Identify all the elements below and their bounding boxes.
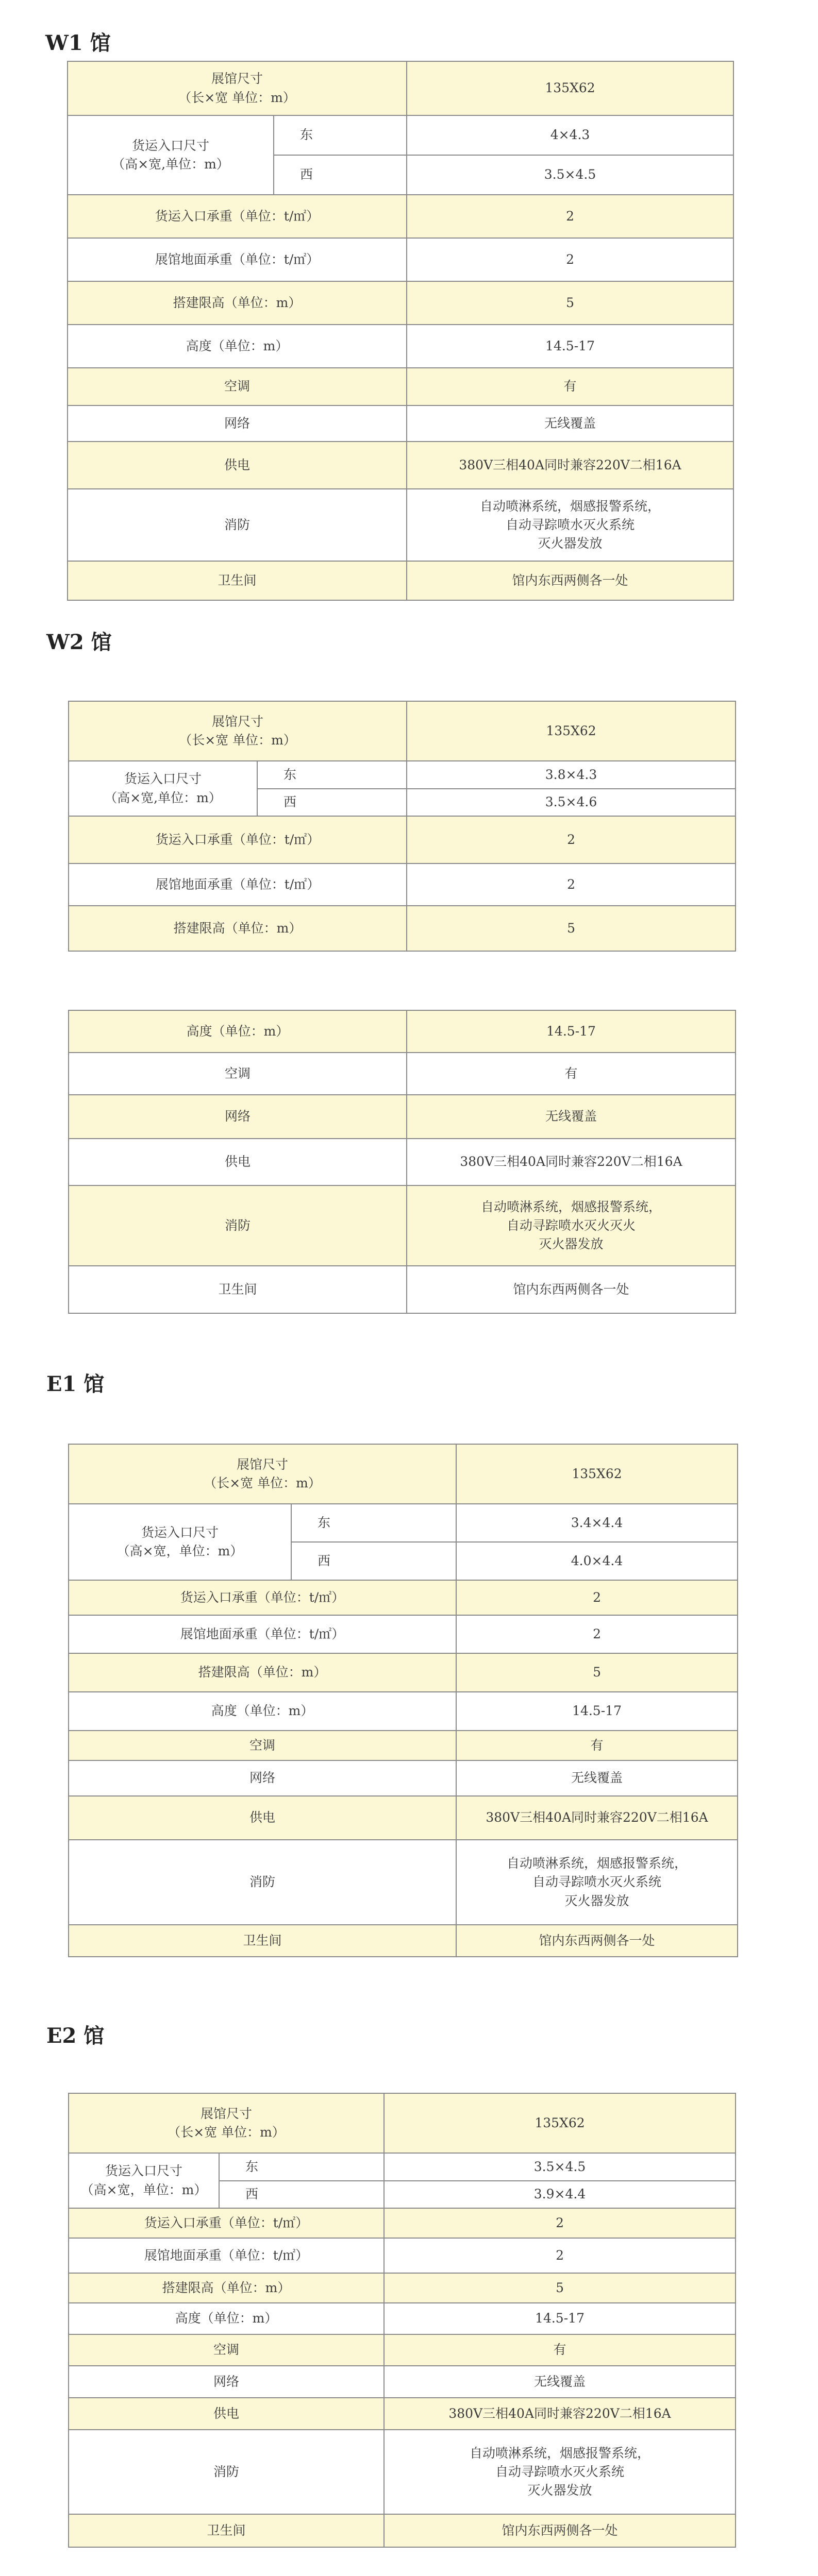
cell-line: 网络 [213, 2374, 240, 2389]
cell-line: 网络 [249, 1770, 276, 1786]
spec-label [69, 1580, 456, 1615]
table-row [68, 238, 733, 281]
cell-line: （高×宽，单位：m） [80, 2182, 207, 2197]
spec-label [69, 1095, 407, 1139]
spec-label [68, 442, 407, 489]
spec-value [456, 1653, 738, 1692]
cell-line: 有 [553, 2342, 566, 2358]
cell-line: 货运入口承重（单位：t/㎡） [180, 1589, 345, 1605]
cell-line: 自动喷淋系统，烟感报警系统， [480, 498, 661, 514]
cell-line: 展馆地面承重（单位：t/㎡） [155, 876, 320, 892]
table-row [69, 2153, 736, 2181]
spec-value [456, 1615, 738, 1653]
entrance-side: 东 [274, 115, 407, 155]
cell-line: 自动喷淋系统，烟感报警系统， [470, 2445, 650, 2461]
cell-line: 高度（单位：m） [186, 338, 289, 353]
table-row [69, 1266, 736, 1313]
table-row [68, 405, 733, 442]
table-row [69, 2273, 736, 2303]
spec-value [384, 2398, 736, 2430]
spec-label [68, 405, 407, 442]
cell-line: 135X62 [572, 1466, 622, 1481]
cell-line: 自动寻踪喷水灭火系统 [506, 517, 635, 532]
table-row [69, 1796, 738, 1840]
cell-line: 展馆尺寸 [201, 2106, 253, 2121]
spec-value [407, 1185, 736, 1266]
spec-label [68, 325, 407, 368]
cell-line: 货运入口承重（单位：t/㎡） [155, 208, 320, 224]
spec-label [69, 1760, 456, 1796]
hall-title: E2 馆 [46, 2024, 105, 2048]
cell-line: 有 [563, 379, 577, 394]
cell-line: 14.5-17 [572, 1703, 622, 1719]
table-row [69, 701, 736, 761]
spec-value [456, 1444, 738, 1504]
spec-value: 4×4.3 [407, 115, 733, 155]
cell-line: （长×宽 单位：m） [178, 90, 296, 105]
spec-value [407, 195, 733, 238]
spec-label [69, 2514, 384, 2547]
cell-line: 无线覆盖 [571, 1770, 623, 1786]
cell-line: 高度（单位：m） [211, 1703, 314, 1719]
cell-line: 搭建限高（单位：m） [198, 1665, 327, 1680]
entrance-side: 西 [257, 789, 407, 817]
cell-line: 自动喷淋系统，烟感报警系统， [507, 1856, 688, 1871]
table-row [69, 863, 736, 906]
cell-line: （高×宽,单位：m） [104, 790, 222, 805]
table-row [68, 561, 733, 600]
spec-label [69, 2208, 384, 2238]
table-row [68, 115, 733, 155]
cell-line: 空调 [249, 1737, 276, 1753]
spec-label [69, 2430, 384, 2514]
cell-line: 135X62 [535, 2115, 585, 2130]
cell-line: （长×宽 单位：m） [168, 2125, 285, 2140]
spec-value: 3.5×4.5 [384, 2153, 736, 2181]
spec-label [69, 1444, 456, 1504]
entrance-side: 西 [274, 155, 407, 195]
cell-line: 空调 [213, 2342, 240, 2358]
entrance-side: 西 [291, 1542, 456, 1580]
cell-line: 供电 [213, 2405, 240, 2421]
spec-value [407, 863, 736, 906]
spec-label [69, 816, 407, 863]
spec-value [407, 405, 733, 442]
cell-line: 供电 [224, 457, 251, 472]
cell-line: 供电 [249, 1810, 276, 1825]
cell-line: 展馆地面承重（单位：t/㎡） [144, 2247, 309, 2263]
table-row [69, 2208, 736, 2238]
table-row [69, 1615, 738, 1653]
cell-line: 高度（单位：m） [186, 1023, 289, 1039]
cell-line: 展馆尺寸 [212, 714, 264, 729]
cell-line: 搭建限高（单位：m） [162, 2280, 291, 2295]
spec-value: 3.9×4.4 [384, 2181, 736, 2209]
spec-value [407, 61, 733, 115]
table-row [69, 2398, 736, 2430]
table-row [68, 368, 733, 405]
cell-line: （长×宽 单位：m） [204, 1476, 321, 1490]
cell-line: 供电 [224, 1154, 251, 1170]
spec-label [69, 2153, 219, 2208]
cell-line: 展馆地面承重（单位：t/㎡） [155, 251, 320, 267]
cell-line: 货运入口尺寸 [141, 1524, 219, 1540]
spec-label [69, 1731, 456, 1760]
spec-label [69, 2366, 384, 2398]
cell-line: 有 [590, 1737, 604, 1753]
spec-label [69, 1925, 456, 1957]
cell-line: 馆内东西两侧各一处 [502, 2522, 618, 2538]
spec-label [69, 1796, 456, 1840]
cell-line: 380V三相40A同时兼容220V二相16A [486, 1810, 708, 1825]
table-row [69, 1444, 738, 1504]
spec-label [69, 2303, 384, 2334]
cell-line: 货运入口承重（单位：t/㎡） [144, 2215, 309, 2230]
cell-line: 380V三相40A同时兼容220V二相16A [448, 2405, 671, 2421]
spec-value [384, 2430, 736, 2514]
spec-table [68, 2093, 736, 2548]
spec-value [407, 489, 733, 561]
cell-line: 135X62 [545, 80, 595, 96]
spec-value [407, 368, 733, 405]
spec-label [69, 1053, 407, 1095]
cell-line: 5 [556, 2280, 564, 2295]
cell-line: 空调 [224, 1065, 251, 1081]
table-row [69, 1053, 736, 1095]
cell-line: 14.5-17 [535, 2311, 585, 2326]
entrance-side: 东 [291, 1504, 456, 1542]
cell-line: 5 [593, 1665, 601, 1680]
hall-title: E1 馆 [46, 1372, 105, 1396]
cell-line: 灭火器发放 [539, 1236, 604, 1252]
cell-line: 14.5-17 [546, 1023, 596, 1039]
cell-line: 2 [593, 1589, 601, 1605]
spec-value [407, 816, 736, 863]
table-row [68, 281, 733, 325]
spec-value [456, 1760, 738, 1796]
spec-label [69, 701, 407, 761]
hall-title: W2 馆 [46, 630, 112, 654]
spec-value [407, 1139, 736, 1185]
cell-line: 展馆尺寸 [237, 1456, 289, 1472]
spec-value [384, 2208, 736, 2238]
spec-value [407, 1010, 736, 1053]
spec-label [69, 1010, 407, 1053]
table-row [69, 1095, 736, 1139]
table-row [68, 195, 733, 238]
cell-line: 消防 [249, 1874, 276, 1890]
spec-label [69, 1692, 456, 1731]
table-row [69, 1010, 736, 1053]
cell-line: 高度（单位：m） [175, 2311, 278, 2326]
spec-label [69, 2093, 384, 2153]
cell-line: 展馆尺寸 [211, 71, 263, 87]
spec-value [407, 701, 736, 761]
cell-line: 5 [566, 295, 574, 310]
cell-line: 2 [566, 251, 574, 267]
table-row [69, 906, 736, 951]
cell-line: 2 [567, 876, 575, 892]
spec-label [68, 115, 274, 195]
spec-value [384, 2238, 736, 2273]
spec-label [68, 61, 407, 115]
spec-value [456, 1692, 738, 1731]
table-row [69, 2514, 736, 2547]
spec-label [69, 2398, 384, 2430]
cell-line: 自动寻踪喷水灭火系统 [532, 1874, 662, 1890]
cell-line: 无线覆盖 [534, 2374, 586, 2389]
cell-line: 14.5-17 [545, 338, 595, 353]
table-row [69, 2366, 736, 2398]
table-row [69, 1139, 736, 1185]
table-row [69, 2334, 736, 2366]
spec-label [68, 489, 407, 561]
cell-line: 2 [566, 208, 574, 224]
cell-line: 消防 [224, 517, 251, 532]
spec-value: 3.4×4.4 [456, 1504, 738, 1542]
cell-line: 馆内东西两侧各一处 [539, 1933, 655, 1948]
spec-value: 4.0×4.4 [456, 1542, 738, 1580]
table-row [68, 442, 733, 489]
cell-line: 消防 [224, 1217, 251, 1233]
cell-line: 展馆地面承重（单位：t/㎡） [180, 1626, 345, 1641]
cell-line: （高×宽,单位：m） [112, 157, 229, 172]
cell-line: 消防 [213, 2464, 240, 2479]
cell-line: 馆内东西两侧各一处 [512, 572, 628, 588]
spec-label [69, 906, 407, 951]
cell-line: 自动喷淋系统，烟感报警系统， [480, 1199, 661, 1214]
cell-line: 网络 [224, 1109, 251, 1124]
spec-label [69, 2273, 384, 2303]
spec-label [69, 863, 407, 906]
cell-line: 货运入口承重（单位：t/㎡） [155, 832, 320, 847]
cell-line: 馆内东西两侧各一处 [513, 1281, 629, 1297]
spec-value [384, 2093, 736, 2153]
cell-line: 卫生间 [218, 1281, 257, 1297]
spec-value [407, 281, 733, 325]
table-row [68, 325, 733, 368]
table-row [69, 2430, 736, 2514]
cell-line: （高×宽，单位：m） [116, 1544, 243, 1558]
cell-line: 2 [593, 1626, 601, 1641]
spec-value [456, 1731, 738, 1760]
cell-line: 5 [567, 920, 575, 936]
cell-line: 网络 [224, 415, 251, 431]
cell-line: 自动寻踪喷水灭火灭火 [506, 1217, 636, 1233]
table-row [69, 1840, 738, 1925]
cell-line: 空调 [224, 379, 251, 394]
spec-value [384, 2273, 736, 2303]
spec-label [69, 2334, 384, 2366]
table-row [69, 1731, 738, 1760]
cell-line: 灭火器发放 [564, 1893, 629, 1908]
table-row [69, 1653, 738, 1692]
spec-value [384, 2366, 736, 2398]
cell-line: 2 [567, 832, 575, 847]
spec-label [68, 368, 407, 405]
spec-table [68, 1010, 736, 1314]
spec-label [68, 561, 407, 600]
spec-label [69, 1840, 456, 1925]
spec-value [407, 238, 733, 281]
cell-line: 货运入口尺寸 [124, 771, 202, 787]
spec-value [384, 2303, 736, 2334]
cell-line: 380V三相40A同时兼容220V二相16A [459, 457, 681, 472]
cell-line: 搭建限高（单位：m） [173, 295, 302, 310]
spec-value [407, 1053, 736, 1095]
cell-line: 无线覆盖 [545, 1109, 597, 1124]
entrance-side: 西 [219, 2181, 384, 2209]
spec-value [456, 1925, 738, 1957]
spec-label [68, 281, 407, 325]
spec-value: 3.8×4.3 [407, 761, 736, 789]
spec-label [68, 195, 407, 238]
table-row [69, 1925, 738, 1957]
table-row [69, 1692, 738, 1731]
spec-value: 3.5×4.5 [407, 155, 733, 195]
spec-value [407, 325, 733, 368]
table-row [69, 1580, 738, 1615]
spec-table [68, 701, 736, 952]
spec-label [69, 1653, 456, 1692]
cell-line: 货运入口尺寸 [131, 138, 209, 153]
spec-label [69, 1185, 407, 1266]
spec-label [69, 2238, 384, 2273]
spec-table [68, 1444, 738, 1957]
spec-label [69, 1504, 291, 1580]
cell-line: 自动寻踪喷水灭火系统 [495, 2464, 625, 2479]
spec-value [407, 561, 733, 600]
spec-value [456, 1840, 738, 1925]
spec-table [67, 61, 734, 601]
table-row [69, 1760, 738, 1796]
spec-value: 3.5×4.6 [407, 789, 736, 817]
table-row [69, 2303, 736, 2334]
cell-line: 卫生间 [207, 2522, 246, 2538]
cell-line: 灭火器发放 [527, 2483, 592, 2498]
spec-label [69, 1139, 407, 1185]
cell-line: 2 [556, 2247, 564, 2263]
cell-line: 卫生间 [243, 1933, 282, 1948]
table-row [69, 816, 736, 863]
spec-label [69, 761, 257, 816]
cell-line: 135X62 [546, 723, 596, 738]
cell-line: 2 [556, 2215, 564, 2230]
spec-label [69, 1266, 407, 1313]
spec-label [69, 1615, 456, 1653]
spec-value [407, 1266, 736, 1313]
spec-value [384, 2334, 736, 2366]
cell-line: 卫生间 [218, 572, 257, 588]
entrance-side: 东 [257, 761, 407, 789]
table-row [69, 761, 736, 789]
cell-line: 货运入口尺寸 [105, 2163, 182, 2179]
table-row [69, 2093, 736, 2153]
spec-value [407, 442, 733, 489]
spec-value [407, 906, 736, 951]
cell-line: 380V三相40A同时兼容220V二相16A [460, 1154, 682, 1170]
table-row [69, 1504, 738, 1542]
spec-value [456, 1796, 738, 1840]
spec-value [456, 1580, 738, 1615]
spec-value [407, 1095, 736, 1139]
table-row [68, 489, 733, 561]
cell-line: 灭火器发放 [538, 536, 603, 551]
table-row [68, 61, 733, 115]
entrance-side: 东 [219, 2153, 384, 2181]
cell-line: 有 [564, 1065, 578, 1081]
spec-label [68, 238, 407, 281]
cell-line: 搭建限高（单位：m） [173, 920, 302, 936]
table-row [69, 1185, 736, 1266]
table-row [69, 2238, 736, 2273]
cell-line: 无线覆盖 [544, 415, 596, 431]
spec-value [384, 2514, 736, 2547]
cell-line: （长×宽 单位：m） [179, 733, 296, 748]
hall-title: W1 馆 [45, 31, 111, 55]
